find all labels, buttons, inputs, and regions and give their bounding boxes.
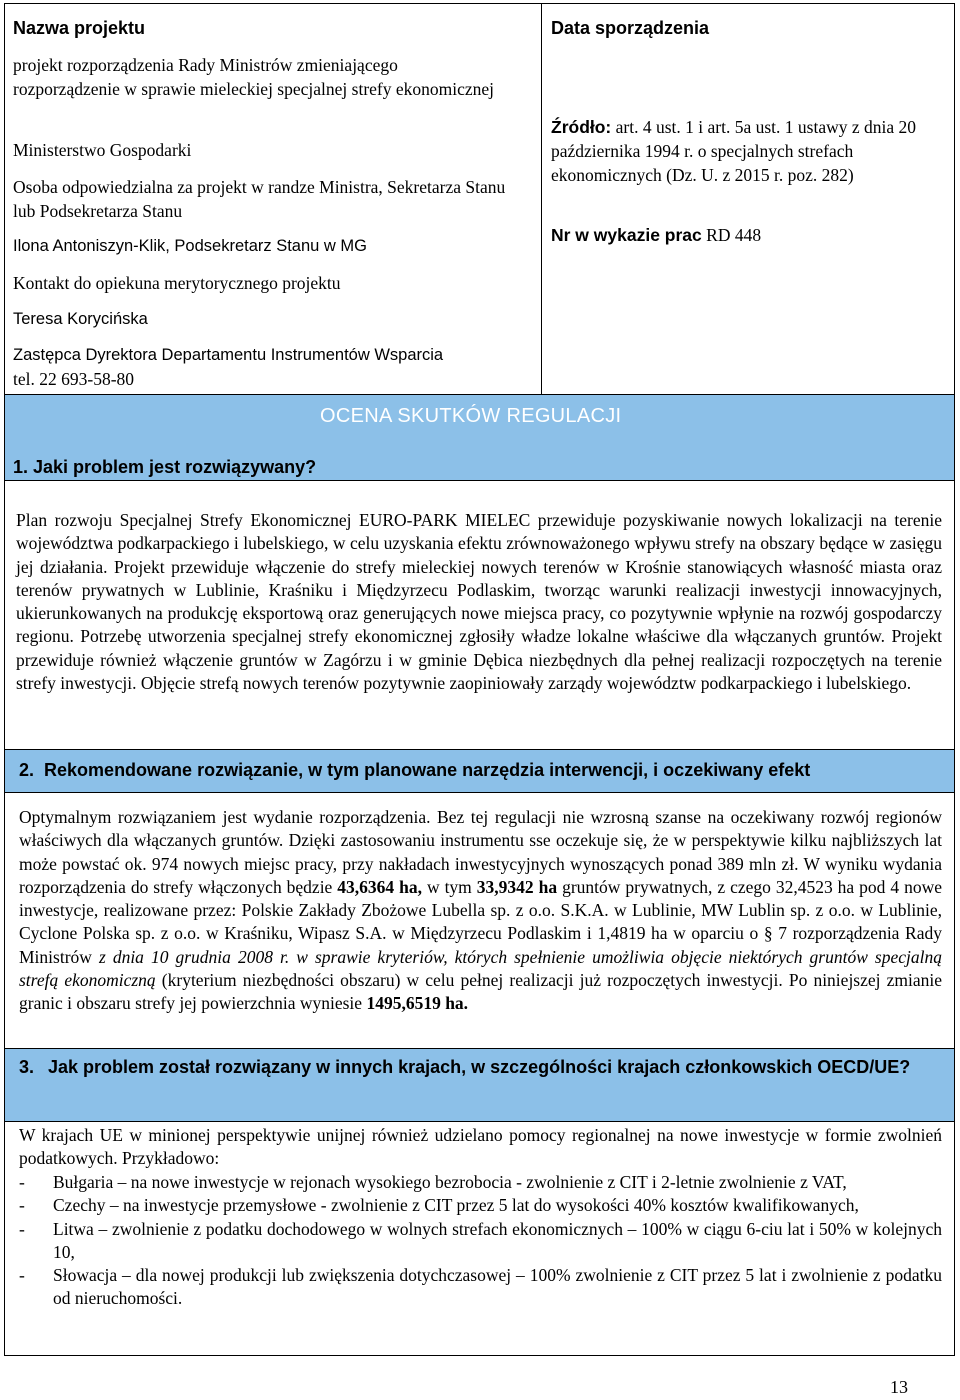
section-2-band-top bbox=[4, 749, 955, 750]
ministry-name: Ministerstwo Gospodarki bbox=[13, 140, 192, 160]
section-3-heading bbox=[19, 1054, 941, 1081]
section-1-heading: 1. Jaki problem jest rozwiązywany? bbox=[13, 457, 317, 477]
band-top-border bbox=[4, 394, 955, 395]
oss-banner-title: OCENA SKUTKÓW REGULACJI bbox=[320, 405, 622, 427]
list-item-text: Bułgaria – na nowe inwestycje w rejonach wysokiego bezrobocia - zwolnienie z CIT i 2-letnie zwolnienie z VAT, bbox=[53, 1172, 847, 1192]
source-text: art. 4 ust. 1 i art. 5a ust. 1 ustawy z dnia 20 października 1994 r. o specjalnych strefach ekonomicznych (Dz. U. z 2015 r. poz. 282) bbox=[551, 117, 917, 185]
list-dash: - bbox=[19, 1218, 25, 1239]
contact-position: Zastępca Dyrektora Departamentu Instrumentów Wsparcia bbox=[13, 346, 444, 364]
section-2-text-b: w tym bbox=[422, 876, 477, 897]
list-item bbox=[19, 1264, 942, 1311]
project-name-label: Nazwa projektu bbox=[13, 18, 146, 38]
worklist-value: RD 448 bbox=[706, 225, 762, 245]
contact-label: Kontakt do opiekuna merytorycznego projektu bbox=[13, 273, 341, 293]
section-3-country-list bbox=[19, 1171, 942, 1311]
section-3-band-top bbox=[4, 1048, 955, 1049]
contact-phone: tel. 22 693-58-80 bbox=[13, 369, 135, 389]
header-column-divider bbox=[541, 3, 542, 394]
section-2-text-a: Optymalnym rozwiązaniem jest wydanie rozporządzenia. Bez tej regulacji nie wzrosną szanse na oczekiwany rozwój regionów właściwych dla włączanych gruntów. Dzięki zastosowaniu instrumentu sse oczekuje się, że w perspektywie kilku najbliższych lat może powstać ok. 974 nowych miejsc pracy, przy nakładach inwestycyjnych wynoszących ponad 389 mln zł. W wyniku wydania rozporządzenia do strefy włączonych będzie bbox=[19, 807, 942, 897]
section-2-band-bottom bbox=[4, 792, 955, 793]
list-dash: - bbox=[19, 1265, 25, 1286]
section-3-intro: W krajach UE w minionej perspektywie unijnej również udzielano pomocy regionalnej na nowe inwestycje w formie zwolnień podatkowych. Przykładowo: bbox=[19, 1125, 942, 1169]
worklist-number bbox=[551, 224, 761, 248]
section-2-number: 2. bbox=[19, 760, 35, 780]
section-3-number: 3. bbox=[19, 1057, 35, 1077]
date-label: Data sporządzenia bbox=[551, 18, 710, 38]
section-3-band-bottom bbox=[4, 1121, 955, 1122]
section-2-bold-area-total: 43,6364 ha, bbox=[337, 876, 422, 897]
section-2-heading bbox=[19, 757, 810, 784]
legal-source bbox=[551, 115, 941, 187]
section-2-text-c: gruntów prywatnych, z czego 32,4523 ha pod 4 nowe inwestycje, realizowane przez: Polskie Zakłady Zbożowe Lubella sp. z o.o. S.K.A. w Lublinie, MW Lublin sp. z o.o. w Lublinie, Cyclone Polska sp. z o.o. w Kraśniku, Wipasz S.A. w Międzyrzecu Podlaskim i 1,4819 ha w oparciu o § 7 rozporządzenia Rady Ministrów bbox=[19, 876, 943, 967]
section-2-italic-regulation: z dnia 10 grudnia 2008 r. w sprawie kryteriów, których spełnienie umożliwia objęcie niektórych gruntów specjalną strefą ekonomiczną bbox=[19, 946, 942, 991]
section-2-title: Rekomendowane rozwiązanie, w tym planowane narzędzia interwencji, i oczekiwany efekt bbox=[44, 760, 811, 780]
list-item bbox=[19, 1218, 942, 1265]
list-item bbox=[19, 1194, 942, 1217]
responsible-label: Osoba odpowiedzialna za projekt w randze Ministra, Sekretarza Stanu lub Podsekretarza Stanu bbox=[13, 177, 506, 221]
page-number: 13 bbox=[890, 1377, 908, 1397]
list-item-text: Czechy – na inwestycje przemysłowe - zwolnienie z CIT przez 5 lat do wysokości 40% kosztów kwalifikowanych, bbox=[53, 1195, 859, 1216]
section-1-body: Plan rozwoju Specjalnej Strefy Ekonomicznej EURO-PARK MIELEC przewiduje pozyskiwanie nowych lokalizacji na terenie województwa podkarpackiego i lubelskiego, w celu uzyskania efektu zrównoważonego wpływu strefy na obszary będące w zasięgu jej działania. Projekt przewiduje włączenie do strefy mieleckiej nowych terenów w Krośnie stanowiących własność miasta oraz terenów prywatnych w Lublinie, Kraśniku i Międzyrzecu Podlaskim, tworząc warunki realizacji inwestycji innowacyjnych, ukierunkowanych na produkcję eksportową oraz generujących nowe miejsca pracy, co pozytywnie wpłynie na rozwój gospodarczy regionu. Potrzebę utworzenia specjalnej strefy ekonomicznej zgłosiły władze lokalne właściwe dla włączanych gruntów. Projekt przewiduje również włączenie gruntów w Zagórzu i w gminie Dębica niezbędnych dla pełnej realizacji rozpoczętych na terenie strefy inwestycji. Objęcie strefą nowych terenów pozytywnie zaopiniowały zarządy województw podkarpackiego i lubelskiego. bbox=[16, 510, 942, 694]
worklist-label: Nr w wykazie prac bbox=[551, 225, 702, 245]
list-item-text: Słowacja – dla nowej produkcji lub zwiększenia dotychczasowej – 100% zwolnienie z CIT przez 5 lat i zwolnienie z podatku od nieruchomości. bbox=[53, 1265, 942, 1309]
responsible-person: Ilona Antoniszyn-Klik, Podsekretarz Stanu w MG bbox=[13, 237, 367, 255]
section-2-text-d: (kryterium niezbędności obszaru) w celu pełnej realizacji już rozpoczętych inwestycji. Po niniejszej zmianie granic i obszaru strefy jej powierzchnia wyniesie bbox=[19, 970, 942, 1014]
section-1-band-bottom bbox=[4, 480, 955, 481]
list-dash: - bbox=[19, 1195, 25, 1216]
section-2-body bbox=[19, 806, 942, 1016]
project-name: projekt rozporządzenia Rady Ministrów zmieniającego rozporządzenie w sprawie mieleckiej specjalnej strefy ekonomicznej bbox=[13, 55, 495, 99]
list-item-text: Litwa – zwolnienie z podatku dochodowego w wolnych strefach ekonomicznych – 100% w ciągu 6-ciu lat i 50% w kolejnych 10, bbox=[53, 1218, 942, 1262]
section-3-title: Jak problem został rozwiązany w innych krajach, w szczególności krajach członkowskich OECD/UE? bbox=[48, 1057, 911, 1077]
list-item bbox=[19, 1171, 942, 1194]
contact-name: Teresa Korycińska bbox=[13, 310, 148, 328]
section-2-bold-area-private: 33,9342 ha bbox=[476, 876, 558, 897]
source-label: Źródło: bbox=[551, 117, 612, 137]
section-2-bold-area-final: 1495,6519 ha. bbox=[366, 993, 469, 1014]
list-dash: - bbox=[19, 1172, 25, 1192]
